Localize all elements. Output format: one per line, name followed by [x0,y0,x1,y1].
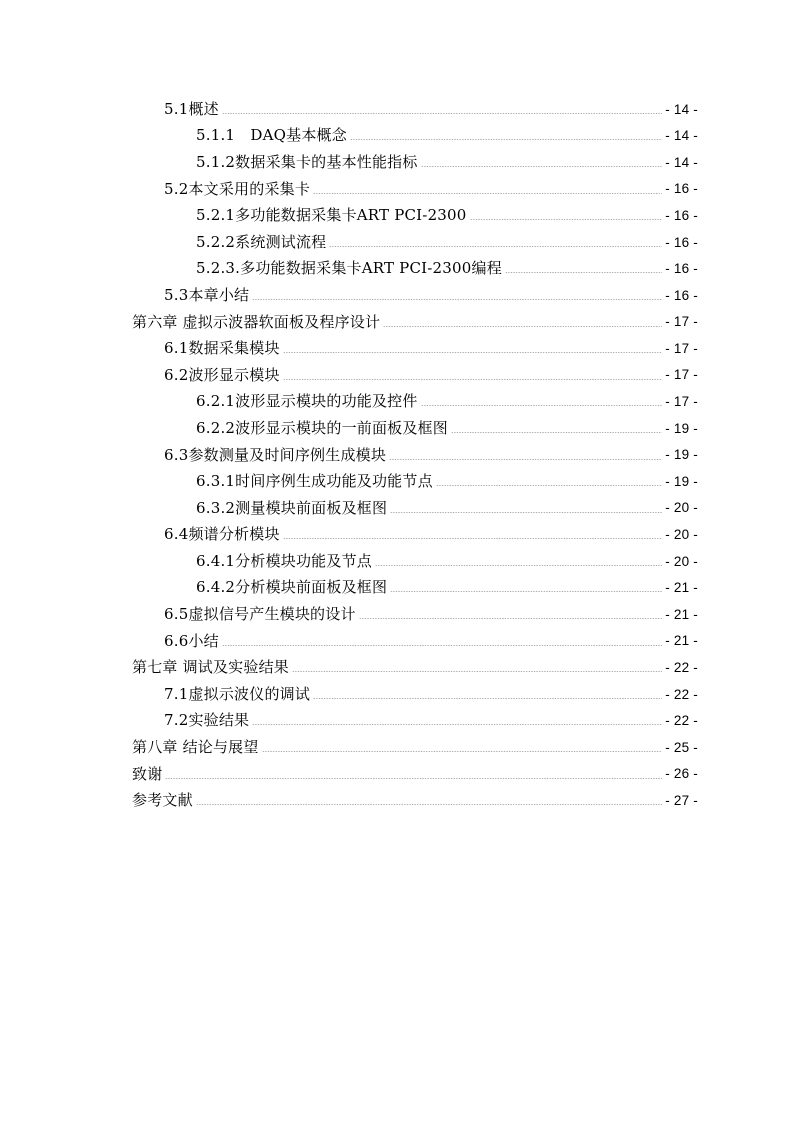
toc-entry[interactable] [132,575,698,602]
dot-leader [313,193,662,194]
toc-entry-page-number: - 19 - [665,473,698,489]
toc-entry[interactable] [132,335,698,362]
toc-entry-title: 6.2波形显示模块 [164,365,280,384]
toc-entry[interactable] [132,468,698,495]
dot-leader [375,565,662,566]
toc-entry[interactable] [132,282,698,309]
toc-entry-title: 6.3.1时间序例生成功能及功能节点 [196,472,433,491]
toc-entry-page-number: - 17 - [665,394,698,410]
dot-leader [329,246,662,247]
toc-entry-title: 6.5虚拟信号产生模块的设计 [164,605,356,624]
toc-entry[interactable] [132,787,698,814]
toc-entry-title: 5.2.1多功能数据采集卡ART PCI-2300 [196,206,467,225]
dot-leader [283,379,663,380]
toc-entry-page-number: - 14 - [665,128,698,144]
toc-entry-title: 6.6小结 [164,631,219,650]
toc-entry[interactable] [132,681,698,708]
dot-leader [222,645,662,646]
toc-entry-page-number: - 17 - [665,367,698,383]
toc-entry[interactable] [132,176,698,203]
dot-leader [313,698,662,699]
toc-entry-page-number: - 20 - [665,527,698,543]
dot-leader [505,272,662,273]
dot-leader [252,724,662,725]
toc-entry-page-number: - 21 - [665,606,698,622]
toc-entry-title: 6.3参数测量及时间序例生成模块 [164,445,387,464]
toc-entry[interactable] [132,522,698,549]
toc-entry-page-number: - 14 - [665,154,698,170]
dot-leader [436,485,663,486]
toc-entry-page-number: - 26 - [665,766,698,782]
toc-entry-title: 6.4.2分析模块前面板及框图 [196,578,388,597]
toc-entry-title: 5.2.2系统测试流程 [196,232,327,251]
toc-entry[interactable] [132,96,698,123]
toc-entry[interactable] [132,309,698,336]
toc-entry-page-number: - 19 - [665,420,698,436]
dot-leader [390,512,662,513]
toc-entry-title: 7.2实验结果 [164,711,250,730]
toc-entry-title: 致谢 [132,764,163,783]
toc-entry-page-number: - 17 - [665,314,698,330]
toc-entry[interactable] [132,202,698,229]
toc-entry-title: 6.2.1波形显示模块的功能及控件 [196,392,418,411]
toc-entry[interactable] [132,761,698,788]
toc-entry-page-number: - 16 - [665,234,698,250]
toc-entry-page-number: - 22 - [665,660,698,676]
toc-entry[interactable] [132,734,698,761]
table-of-contents [132,96,698,814]
toc-entry-title: 6.1数据采集模块 [164,339,280,358]
toc-entry-title: 6.3.2测量模块前面板及框图 [196,498,388,517]
toc-entry[interactable] [132,362,698,389]
toc-entry-title: 5.3本章小结 [164,285,250,304]
toc-entry[interactable] [132,229,698,256]
toc-entry-title: 5.2本文采用的采集卡 [164,179,311,198]
toc-entry[interactable] [132,495,698,522]
toc-entry-title: 第七章 调试及实验结果 [132,658,289,677]
toc-entry-title: 第六章 虚拟示波器软面板及程序设计 [132,312,381,331]
toc-entry-title: 7.1虚拟示波仪的调试 [164,684,311,703]
toc-entry[interactable] [132,256,698,283]
toc-entry[interactable] [132,708,698,735]
toc-entry-page-number: - 25 - [665,739,698,755]
dot-leader [350,139,662,140]
dot-leader [390,591,662,592]
dot-leader [252,299,662,300]
toc-entry-title: 5.1.2数据采集卡的基本性能指标 [196,152,418,171]
toc-entry[interactable] [132,601,698,628]
dot-leader [421,166,663,167]
toc-entry-page-number: - 21 - [665,580,698,596]
toc-entry-page-number: - 16 - [665,181,698,197]
dot-leader [421,405,663,406]
toc-entry-page-number: - 22 - [665,713,698,729]
toc-entry-title: 5.2.3.多功能数据采集卡ART PCI-2300编程 [196,259,502,278]
toc-entry-page-number: - 17 - [665,340,698,356]
dot-leader [283,538,663,539]
toc-entry-page-number: - 20 - [665,500,698,516]
toc-entry-page-number: - 14 - [665,101,698,117]
toc-entry-title: 参考文献 [132,791,193,810]
toc-entry[interactable] [132,123,698,150]
toc-entry[interactable] [132,548,698,575]
dot-leader [359,618,663,619]
toc-entry-page-number: - 16 - [665,207,698,223]
dot-leader [451,432,662,433]
toc-entry[interactable] [132,654,698,681]
toc-entry-page-number: - 16 - [665,287,698,303]
toc-entry-title: 6.2.2波形显示模块的一前面板及框图 [196,418,448,437]
toc-entry-page-number: - 20 - [665,553,698,569]
toc-entry[interactable] [132,389,698,416]
dot-leader [165,778,662,779]
toc-entry[interactable] [132,149,698,176]
dot-leader [292,671,662,672]
toc-entry-page-number: - 27 - [665,792,698,808]
dot-leader [196,804,662,805]
toc-entry-title: 6.4.1分析模块功能及节点 [196,551,372,570]
dot-leader [389,459,662,460]
toc-entry[interactable] [132,415,698,442]
toc-entry-page-number: - 16 - [665,261,698,277]
toc-entry[interactable] [132,628,698,655]
dot-leader [262,751,663,752]
toc-entry-page-number: - 22 - [665,686,698,702]
toc-entry-title: 6.4频谱分析模块 [164,525,280,544]
dot-leader [283,352,663,353]
toc-entry-page-number: - 21 - [665,633,698,649]
toc-entry-page-number: - 19 - [665,447,698,463]
dot-leader [470,219,663,220]
dot-leader [222,113,662,114]
toc-entry-title: 5.1.1 DAQ基本概念 [196,126,347,145]
toc-entry-title: 第八章 结论与展望 [132,738,259,757]
toc-entry-title: 5.1概述 [164,99,219,118]
dot-leader [383,326,662,327]
toc-entry[interactable] [132,442,698,469]
